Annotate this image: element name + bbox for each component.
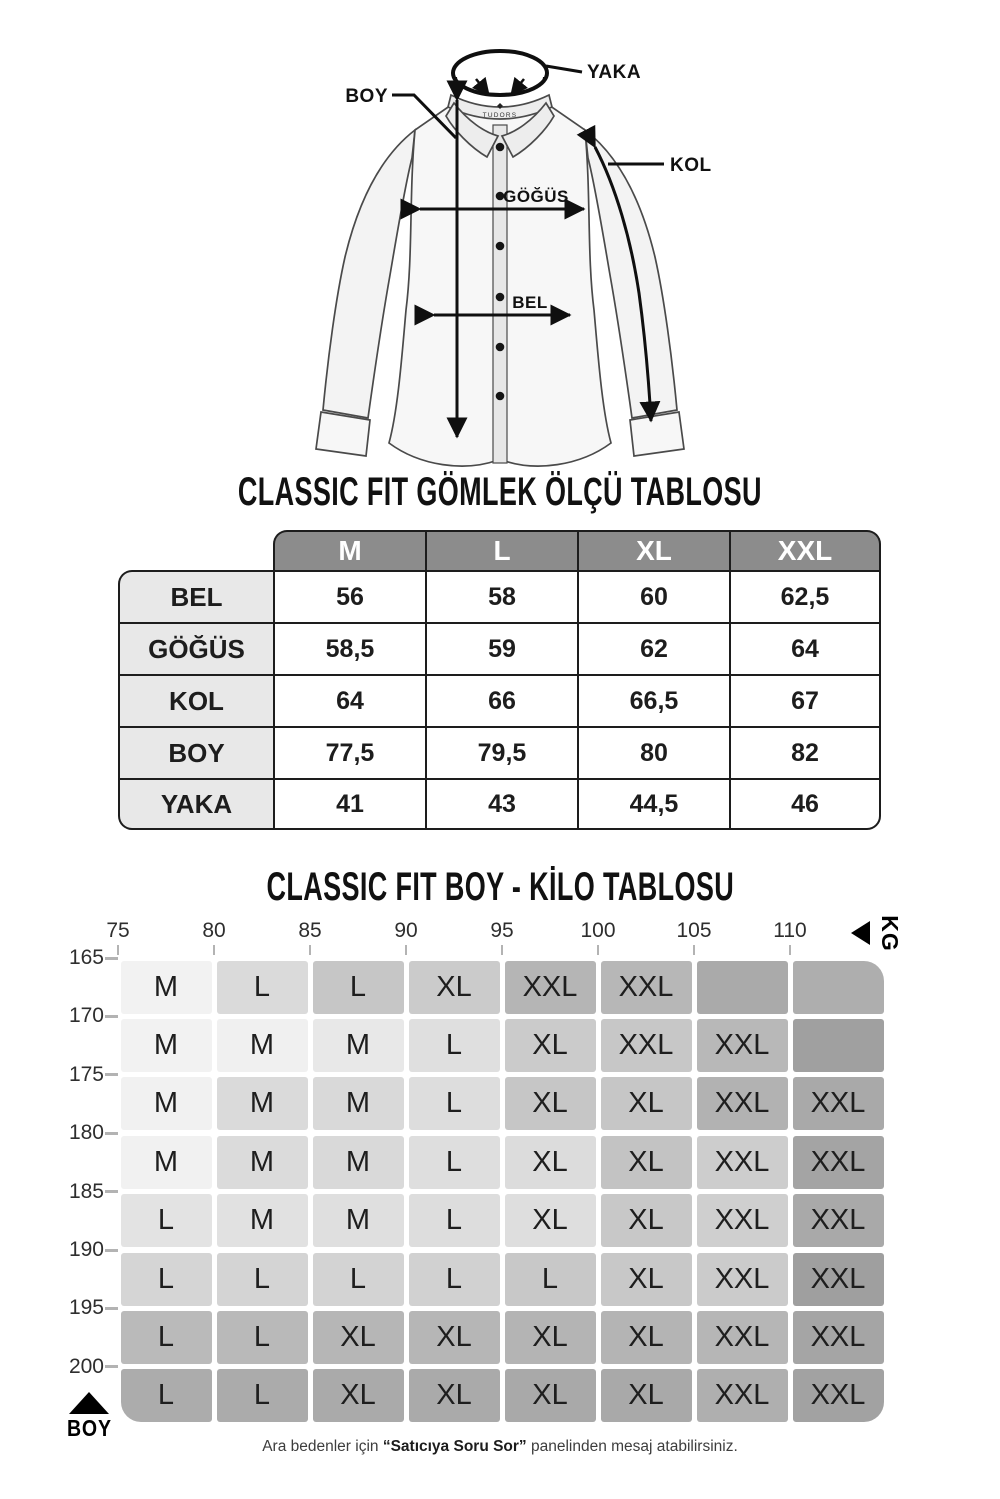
kg-axis-label: 75 (106, 919, 130, 942)
fit-cell: M (217, 1077, 308, 1130)
footer-text-2: panelinden mesaj atabilirsiniz. (526, 1438, 738, 1455)
size-value-cell: 77,5 (273, 726, 425, 778)
boy-axis-label: 200 (68, 1355, 104, 1378)
fit-cell: L (121, 1253, 212, 1306)
fit-cell: M (121, 1019, 212, 1072)
fit-cell: XXL (793, 1077, 884, 1130)
boy-axis-tick (105, 1015, 118, 1018)
size-value-cell: 62 (577, 622, 729, 674)
row-label: BOY (118, 726, 273, 778)
kg-axis-tick (405, 945, 407, 955)
size-value-cell: 64 (273, 674, 425, 726)
fit-cell: XL (601, 1136, 692, 1189)
fit-cell: L (217, 1369, 308, 1422)
boy-axis-label: 175 (68, 1063, 104, 1086)
fit-cell: L (121, 1311, 212, 1364)
kg-axis-tick (693, 945, 695, 955)
kg-axis-tick (117, 945, 119, 955)
size-value-cell: 56 (273, 570, 425, 622)
fit-cell: L (409, 1253, 500, 1306)
fit-cell: XL (601, 1253, 692, 1306)
fit-cell: M (217, 1136, 308, 1189)
size-value-cell: 46 (729, 778, 881, 830)
fit-cell: M (217, 1019, 308, 1072)
size-table (118, 530, 881, 830)
arrow-left-icon (851, 921, 870, 945)
kg-axis-label: 110 (773, 919, 807, 942)
kg-axis-tick (597, 945, 599, 955)
fit-cell: M (121, 1077, 212, 1130)
fit-cell: XL (313, 1311, 404, 1364)
shirt-diagram (240, 25, 760, 475)
fit-cell: XL (601, 1077, 692, 1130)
size-value-cell: 64 (729, 622, 881, 674)
fit-cell: M (217, 1194, 308, 1247)
fit-cell: XL (313, 1369, 404, 1422)
footer-text: Ara bedenler için (262, 1438, 383, 1455)
fit-cell: XXL (601, 1019, 692, 1072)
kg-axis-label: 90 (394, 919, 418, 942)
fit-cell: L (313, 961, 404, 1014)
fit-cell: XXL (793, 1311, 884, 1364)
boy-axis-indicator (56, 1392, 122, 1442)
fit-chart-title: CLASSIC FIT BOY - KİLO TABLOSU (266, 864, 734, 909)
arrow-up-icon (69, 1392, 109, 1414)
size-value-cell: 59 (425, 622, 577, 674)
fit-cell: XXL (793, 1136, 884, 1189)
size-col-header: M (273, 530, 425, 570)
fit-cell: XL (409, 1311, 500, 1364)
fit-cell: XL (409, 961, 500, 1014)
size-value-cell: 80 (577, 726, 729, 778)
boy-axis-tick (105, 1365, 118, 1368)
fit-cell: L (409, 1077, 500, 1130)
row-label: KOL (118, 674, 273, 726)
fit-cell: M (313, 1136, 404, 1189)
yaka-label: YAKA (587, 62, 642, 83)
fit-cell: L (409, 1194, 500, 1247)
size-value-cell: 79,5 (425, 726, 577, 778)
boy-axis-label: 195 (68, 1296, 104, 1319)
kg-axis-tick (309, 945, 311, 955)
row-label: BEL (118, 570, 273, 622)
fit-cell: XXL (505, 961, 596, 1014)
fit-cell (697, 961, 788, 1014)
fit-cell: XL (505, 1194, 596, 1247)
kg-axis-label: 105 (676, 919, 712, 942)
kg-axis-title: KG (876, 914, 903, 952)
fit-cell: L (409, 1019, 500, 1072)
size-col-header: L (425, 530, 577, 570)
fit-cell: L (217, 1311, 308, 1364)
fit-cell: XXL (697, 1136, 788, 1189)
fit-cell: M (313, 1019, 404, 1072)
fit-cell: XL (505, 1077, 596, 1130)
boy-axis-label: 185 (68, 1180, 104, 1203)
fit-cell: L (217, 961, 308, 1014)
size-value-cell: 62,5 (729, 570, 881, 622)
fit-cell: XL (409, 1369, 500, 1422)
fit-cell: XXL (793, 1369, 884, 1422)
table-corner-spacer (118, 530, 273, 570)
footer-bold-text: “Satıcıya Soru Sor” (382, 1438, 527, 1455)
size-value-cell: 66,5 (577, 674, 729, 726)
fit-cell: XXL (601, 961, 692, 1014)
fit-cell: L (409, 1136, 500, 1189)
fit-cell: XXL (697, 1194, 788, 1247)
fit-cell: XXL (697, 1019, 788, 1072)
fit-cell: XL (505, 1019, 596, 1072)
kg-axis-label: 95 (490, 919, 514, 942)
kg-axis-tick (213, 945, 215, 955)
fit-cell: L (121, 1194, 212, 1247)
footer-note (0, 1438, 1000, 1456)
kol-label: KOL (670, 155, 712, 176)
fit-cell: L (313, 1253, 404, 1306)
fit-cell: XL (601, 1369, 692, 1422)
boy-axis-title: BOY (66, 1415, 112, 1441)
fit-cell: M (121, 961, 212, 1014)
fit-cell (793, 961, 884, 1014)
fit-cell: XXL (793, 1194, 884, 1247)
size-value-cell: 67 (729, 674, 881, 726)
boy-label: BOY (345, 86, 388, 107)
size-value-cell: 44,5 (577, 778, 729, 830)
kg-axis-label: 85 (298, 919, 322, 942)
fit-cell (793, 1019, 884, 1072)
size-table-title: CLASSIC FIT GÖMLEK ÖLÇÜ TABLOSU (238, 469, 762, 514)
size-value-cell: 82 (729, 726, 881, 778)
kg-axis-tick (789, 945, 791, 955)
fit-cell: XL (505, 1369, 596, 1422)
fit-cell: XL (505, 1311, 596, 1364)
yaka-pointer-line (546, 66, 582, 72)
size-value-cell: 41 (273, 778, 425, 830)
boy-axis-label: 190 (68, 1238, 104, 1261)
bel-label: BEL (512, 293, 548, 312)
fit-cell: XL (601, 1194, 692, 1247)
size-value-cell: 60 (577, 570, 729, 622)
fit-cell: XXL (697, 1311, 788, 1364)
boy-axis-tick (105, 1132, 118, 1135)
kg-axis-label: 80 (202, 919, 226, 942)
fit-cell: XXL (793, 1253, 884, 1306)
fit-cell: XL (601, 1311, 692, 1364)
gogus-label: GÖĞÜS (503, 187, 569, 206)
boy-axis-tick (105, 1073, 118, 1076)
fit-cell: XL (505, 1136, 596, 1189)
size-col-header: XL (577, 530, 729, 570)
boy-axis-label: 165 (68, 946, 104, 969)
fit-cell: L (217, 1253, 308, 1306)
yaka-ring (453, 51, 547, 95)
fit-cell: L (505, 1253, 596, 1306)
kg-axis-label: 100 (580, 919, 616, 942)
fit-cell: XXL (697, 1369, 788, 1422)
size-value-cell: 58 (425, 570, 577, 622)
brand-label: TUDORS (482, 112, 518, 119)
boy-axis-label: 180 (68, 1121, 104, 1144)
fit-cell: XXL (697, 1253, 788, 1306)
row-label: YAKA (118, 778, 273, 830)
boy-axis-tick (105, 957, 118, 960)
fit-cell: XXL (697, 1077, 788, 1130)
boy-axis-tick (105, 1307, 118, 1310)
fit-cell: M (313, 1077, 404, 1130)
kg-axis-indicator (851, 915, 908, 951)
fit-cell: L (121, 1369, 212, 1422)
boy-axis-tick (105, 1190, 118, 1193)
row-label: GÖĞÜS (118, 622, 273, 674)
fit-cell: M (313, 1194, 404, 1247)
size-value-cell: 43 (425, 778, 577, 830)
fit-cell: M (121, 1136, 212, 1189)
kg-axis-tick (501, 945, 503, 955)
size-col-header: XXL (729, 530, 881, 570)
size-value-cell: 58,5 (273, 622, 425, 674)
size-value-cell: 66 (425, 674, 577, 726)
boy-axis-tick (105, 1249, 118, 1252)
boy-axis-label: 170 (68, 1004, 104, 1027)
